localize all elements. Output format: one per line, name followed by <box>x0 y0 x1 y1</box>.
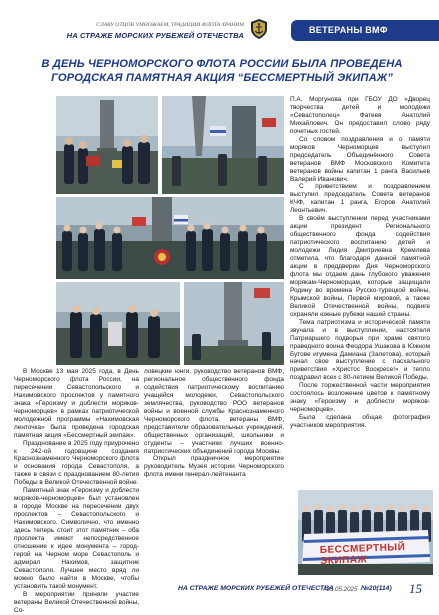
footer-publication-title: НА СТРАЖЕ МОРСКИХ РУБЕЖЕЙ ОТЕЧЕСТВА <box>178 585 334 592</box>
paragraph: Открыл праздничное мероприятие руководитель Музея истории Черноморского флота имени генерал-лейтенанта <box>144 455 284 479</box>
paragraph: В своём выступлении перед участниками акции президент Регионального общественного фонда содействия патриотического воспитанию детей и молодежи Лидия Дмитриевна Кремлева отметила, что благодаря данной памятной акции в преддверии Дня Черноморского флота мы отдаем дань глубокого уважения морякам-Черноморцам, которые защищали Родину во времена Русско-турецкой войны, Крымской войны, Первой мировой, а также Великой Отечественной войны, подвиге охраняли южные рубежи нашей страны. <box>290 215 430 318</box>
section-tab <box>291 20 439 41</box>
photo-wreath-laying-crowd <box>56 197 284 279</box>
article-column-2 <box>144 368 284 479</box>
paragraph: Была сделана общая фотография участников мероприятия. <box>290 414 430 430</box>
paragraph: В мероприятии приняли участие ветераны Великой Отечественной войны, Со- <box>14 590 140 614</box>
photo-speakers <box>56 282 180 365</box>
paragraph: С приветствием и поздравлением выступил председатель Совета ветеранов КЧФ, капитан 1 ранга, Егоров Анатолий Леонтьевич. <box>290 183 430 215</box>
article-column-1 <box>14 368 139 615</box>
page-footer <box>0 580 439 600</box>
paragraph: ловецкие юнги, руководство ветеранов ВМФ, региональное общественного фонда содействия патриотическому воспитанию учащейся молодежи, Севастопольского землячества, руководство РОО ветеранов войны и военной службы Краснознаменного Черноморского флота, ветераны ВМФ, представители образовательных учреждений, общественных организаций, школьники и студенты – участники лучших военно-патриотических объединений города Москвы. <box>144 368 284 455</box>
article-column-3 <box>290 96 430 430</box>
paragraph: Со словом поздравления и о памяти моряков Черноморцев выступил председатель Объединённого Совета ветеранов ВМФ Московского Комитета ветеранов войны капитан 1 ранга Васильев Валерий Иванович. <box>290 135 430 183</box>
paragraph: В Москве 13 мая 2025 года, в День Черноморского флота России, на пересечении Севастопольского и Нахимовского проспектов у памятного знака «Героизму и доблести моряков-черноморцев» в рамках патриотической молодежной программы «Нахимовская ленточка» была проведена городская памятная акция «Бессмертный экипаж». <box>14 368 139 439</box>
paragraph: Памятный знак «Героизму и доблести моряков-черноморцев» был установлен в городе Москве на пересечении двух проспектов – Севастопольского и Нахимовского. Символично, что именно здесь теперь стоит этот памятник – оба проспекта имеют непосредственное отношение к идее монумента – город-герой на Черном море Севастополь и адмирал Нахимов, защитник Севастополя. Лучшее место вряд ли можно было найти в Москве, чтобы установить такой монумент. <box>14 487 139 590</box>
banner-text: БЕССМЕРТНЫЙ ЭКИПАЖ <box>319 541 406 567</box>
section-title: ВЕТЕРАНЫ ВМФ <box>309 25 388 35</box>
photo-memorial-veterans <box>56 96 158 194</box>
photo-monument-column <box>184 282 284 365</box>
paragraph: Празднование в 2025 году приурочено к 242-ой годовщине создания Краснознаменного Черноморского флота и основания города Севастополя, а также в связи с празднованием 80-летия Победы в Великой Отечественной войне. <box>14 439 139 487</box>
article-headline: В ДЕНЬ ЧЕРНОМОРСКОГО ФЛОТА РОССИИ БЫЛА ПРОВЕДЕНА ГОРОДСКАЯ ПАМЯТНАЯ АКЦИЯ “БЕССМЕРТНЫЙ ЭКИПАЖ” <box>41 58 403 84</box>
page-header <box>0 0 439 50</box>
navy-emblem-icon <box>250 19 268 39</box>
footer-issue-number: №20(114) <box>361 585 392 592</box>
paragraph: Тема патриотизма и исторической памяти звучала и в выступлении, настоятеля Патриаршего подворья при храме святого праведного воина Феодора Ушакова в Южном Бутове игумена Дамиана (Залетова), который начал свое выступление с пасхального приветствия «Христос Воскресе!» и тепло поздравил всех с 80-летием Великой Победы. <box>290 318 430 382</box>
paragraph: П.А. Моргунова при ГБОУ ДО «Дворец творчества детей и молодежи «Севастополец» Фатеев Анатолий Михайлович. Он предоставил слово ряду почетных гостей. <box>290 96 430 135</box>
page-number: 15 <box>409 581 422 596</box>
paragraph: После торжественной части мероприятия состоялось возложение цветов к памятному знаку «Героизму и доблести моряков-черноморцев». <box>290 382 430 414</box>
photo-group-banner <box>298 490 433 575</box>
footer-date: / 23.05.2025 · <box>323 585 362 593</box>
header-publication-title: НА СТРАЖЕ МОРСКИХ РУБЕЖЕЙ ОТЕЧЕСТВА <box>66 31 244 40</box>
header-motto: СЛАВУ ОТЦОВ УМНОЖАЕМ, ТРАДИЦИИ ФЛОТА ХРАНИМ <box>96 22 244 28</box>
photo-monument-flags <box>162 96 284 194</box>
